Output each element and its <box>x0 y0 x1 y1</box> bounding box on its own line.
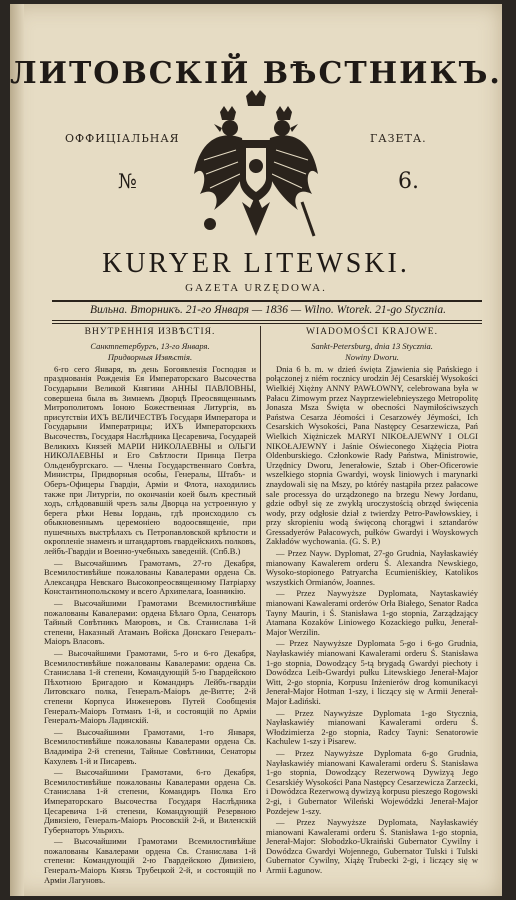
article-paragraph: — Przez Naywyższe Dyplomata, Nayłaskawiéy mianowani Kawalerami orderu Ś. Stanisława 1-go stopnia, Jenerał-Major: Słobodzko-Ukraiński Gubernator Cywilny i Dowódzca Gwardyi Wojennego, Gubernator Tulski i Tulski Gubernator Cywilny, Xiążę Trubecki 2-gi, i liczący się w Armii Łagunow. <box>266 817 478 876</box>
masthead-gazeta-label: ГАЗЕТА. <box>370 132 427 145</box>
article-paragraph: — Высочайшими Грамотами, 5-го и 6-го Декабря, Всемилостивѣйше пожалованы Кавалерами: ордена Св. Станислава 1-й степени, Командующій 5-ю Гвардейскою Пѣхотною Бригадою и Командиръ Лейбъ-гвардіи Литовскаго полка, Генералъ-Маіоръ де-Витте; 2-й степени Корпуса Инженеровъ Путей Сообщенія Генералъ-Маіоръ Готманъ 1-й, и состоящій по Арміи Генералъ-Маіоръ Ладинскій. <box>44 648 256 726</box>
article-paragraph: Dnia 6 b. m. w dzień święta Zjawienia się Pańskiego i połączonej z niém rocznicy urodzin Jéj Cesarskiéj Wysokości Wielkiéj Xiężny ANNY PAWŁOWNY, celebrowana była w Pałacu Zimowym przez Nayprzewielebnieyszego Metropolitę Jonasza Msza Święta w obecności Naymiłościwszych Państwa Cesarza Jéomości i Cesarzowéy Jéymości, Ich Cesarskich Wysokości, Pana Następcy Cesarzewicza, Pań Wielkich Xiężniczek MARYI NIKOŁAJEWNY I OLGI NIKOŁAJEWNY i Jaśnie Oświeconego Xiążęcia Piotra Oldenburskiego. Członkowie Rady Państwa, Ministrowie, Urzędnicy Dworu, Jenerałowie, Sztab i Ober-Oficerowie wszelkiego stopnia Gwardyi, woysk liniowych i marynarki znaydowali się na Mszy, po któréy nastąpiła przez pałacowe sale processya do urządzonego na brzegu Newy Jordanu, gdzie odbył się ze zwykłą uroczystością obrzęd święcenia wody, przy odgłosie dział z twierdzy Petro-Pawłowskiey, i przy skropieniu wodą święconą chorągwi i sztandarów Gressadyerów Pałacowych, pułków Gwardyi i Woyskowych Zakładów wychowania. (G. S. P.) <box>266 363 478 547</box>
article-paragraph: — Przez Naywyższe Dyplomata 6-go Grudnia, Nayłaskawiéy mianowani Kawalerami orderu Ś. Stanisława 1-go stopnia, Dowodzący Rezerwową Dywizyą Jego Cesarskiéy Wysokości Pana Następcy Cesarzewicza Zarzecki, i Dowódzca Rezerwową dywizyą korpusu pieszego Rogowski 2-gi, i Gubernator Wileński Wojewódzki Jenerał-Major Pozdejew 1-szy. <box>266 747 478 816</box>
right-column-heading: WIADOMOŚCI KRAJOWE. <box>306 327 438 337</box>
masthead-official-label: ОФФИЦІАЛЬНАЯ <box>65 132 180 145</box>
dateline: Вильна. Вторникъ. 21-го Января — 1836 — Wilno. Wtorek. 21-go Stycznia. <box>89 304 447 316</box>
left-column <box>44 328 256 887</box>
issue-number: 6. <box>398 169 419 194</box>
page-fold-edge <box>10 4 24 896</box>
right-place-date: Sankt-Petersburg, dnia 13 Stycznia. <box>311 340 433 351</box>
column-divider <box>260 326 261 872</box>
newspaper-page <box>10 4 502 896</box>
article-paragraph: — Высочайшими Грамотами, 6-го Декабря, Всемилостивѣйше пожалованы Кавалерами ордена Св. Станислава 1-й степени, Командиръ Полка Его Императорскаго Высочества Государя Наслѣдника Цесаревича 1-й степени, Командующій Резервною Дивизіею, Генералъ-Маіоръ Рюсовскій 2-й, и Виленскій Губернаторъ Ульрихъ. <box>44 767 256 835</box>
masthead-rule-bottom <box>52 320 482 321</box>
article-paragraph: — Высочайшими Грамотами Всемилостивѣйше пожалованы Кавалерами ордена Св. Станислава 1-й степени: Командующій 2-ю Гвардейскою Дивизіею, Генералъ-Маіоръ Князь Трубецкой 2-й, и состоящій по Арміи Лагуновъ. <box>44 836 256 885</box>
article-paragraph: — Высочайшими Грамотами Всемилостивѣйше пожалованы Кавалерами: ордена Бѣлаго Орла, Сенаторъ Тайный Совѣтникъ Маюровъ, и Св. Станислава 1-й степени, Наказный Атаманъ Войска Донскаго Генералъ-Маіоръ Власовъ. <box>44 598 256 647</box>
article-paragraph: 6-го сего Января, въ день Богоявленія Господня и празднованія Рожденія Ея Императорскаго Высочества Государыни Великой Княгини АННЫ ПАВЛОВНЫ, совершена была въ Зимнемъ Дворцѣ Преосвященнымъ Митрополитомъ Іоною Божественная Литургія, въ присутствіи ИХЪ ВЕЛИЧЕСТВЪ Государя Императора и Государыни Императрицы; ИХЪ Императорскихъ Высочествъ, Государя Наслѣдника Цесаревича, Государей Великихъ Князей МАРІИ НИКОЛАЕВНЫ и ОЛЬГИ НИКОЛАЕВНЫ и Его Свѣтлости Принца Петра Ольденбургскаго. — Члены Государственнаго Совѣта, Министры, Придворныя особы, Генералы, Штабъ- и Оберъ-Офицеры Гвардіи, Арміи и Флота, находились также при Литургіи, по окончаніи коей былъ крестный ходъ, слѣдовавшій чрезъ залы Дворца на устроенную у берега рѣки Невы Іордань, гдѣ происходило съ обыкновеннымъ церемоніею водоосвященіе, при пушечныхъ выстрѣлахъ съ Петропавловской крѣпости и окропленіе знаменъ и штандартовъ гвардейскихъ полковъ, лейбъ-Гвардіи и Военно-учебныхъ заведеній. (Спб.В.) <box>44 363 256 557</box>
article-paragraph: — Przez Naywyższe Dyplomata, Naytaskawiéy mianowani Kawalerami orderów Orła Białego, Senator Radca Tayny Maurin, i Ś. Stanisława 1-go stopnia, Zarządzający Atamana Kozaków Liniowego Kozackiego pułku, Jenerał-Major Werzilin. <box>266 588 478 637</box>
double-headed-eagle-emblem <box>190 90 322 242</box>
left-subheading: Придворныя Извѣстія. <box>107 352 193 363</box>
masthead-subtitle: GAZETA URZĘDOWA. <box>185 282 327 294</box>
left-place-date: Санктпетербургъ, 13-го Января. <box>90 340 210 351</box>
article-paragraph: — Przez Naywyższe Dyplomata 1-go Stycznia, Nayłaskawiéy mianowani Kawalerami orderu Ś. Włodzimierza 2-go stopnia, Radcy Tayni: Senatorowie Kachulew 1-szy i Pisarew. <box>266 707 478 747</box>
right-column <box>266 328 478 878</box>
article-paragraph: — Przez Nayw. Dyplomat, 27-go Grudnia, Nayłaskawiéy mianowany Kawalerem orderu Ś. Alexandra Newskiego, Wysoko-stopionego Patryarcha Ecumieniśkiey, Katolikos wszystkich Ormianów, Joannes. <box>266 548 478 587</box>
article-paragraph: — Przez Naywyższe Dyplomata 5-go i 6-go Grudnia, Nayłaskawiéy mianowani Kawalerami orderu Ś. Stanisława 1-go stopnia, Dowodzący 5-tą brygadą Gwardyi piechoty i Dowódzca Leib-Gwardyi pułku Litewskiego Jenerał-Major Witt, 2-go stopnia, Korpusu Inżenierów drog komunikacyi Jenerał-Major Hotman 1-szy, i liczący się w Armii Jenerał-Major Ładiński. <box>266 638 478 706</box>
issue-number-label: № <box>118 169 137 193</box>
masthead-rule-top <box>52 300 482 302</box>
right-subheading: Nowiny Dworu. <box>345 352 399 363</box>
left-column-heading: ВНУТРЕННІЯ ИЗВѢСТІЯ. <box>84 327 216 337</box>
masthead-title-russian: ЛИТОВСКІЙ ВѢСТНИКЪ. <box>10 56 502 91</box>
masthead-rule-bottom-double <box>52 323 482 324</box>
article-paragraph: — Высочайшими Грамотами, 1-го Января, Всемилостивѣйше пожалованы Кавалерами ордена Св. Владиміра 2-й степени, Тайные Совѣтники, Сенаторы Кахулевъ 1-й и Писаревъ. <box>44 726 256 766</box>
masthead-title-polish: KURYER LITEWSKI. <box>102 248 410 279</box>
article-paragraph: — Высочайшимъ Грамотамъ, 27-го Декабря, Всемилостивѣйше пожалованы Кавалерами ордена Св. Александра Невскаго Высокопреосвященному Патріарху Константинопольскому и всего Архипелага, Іоанникію. <box>44 557 256 597</box>
